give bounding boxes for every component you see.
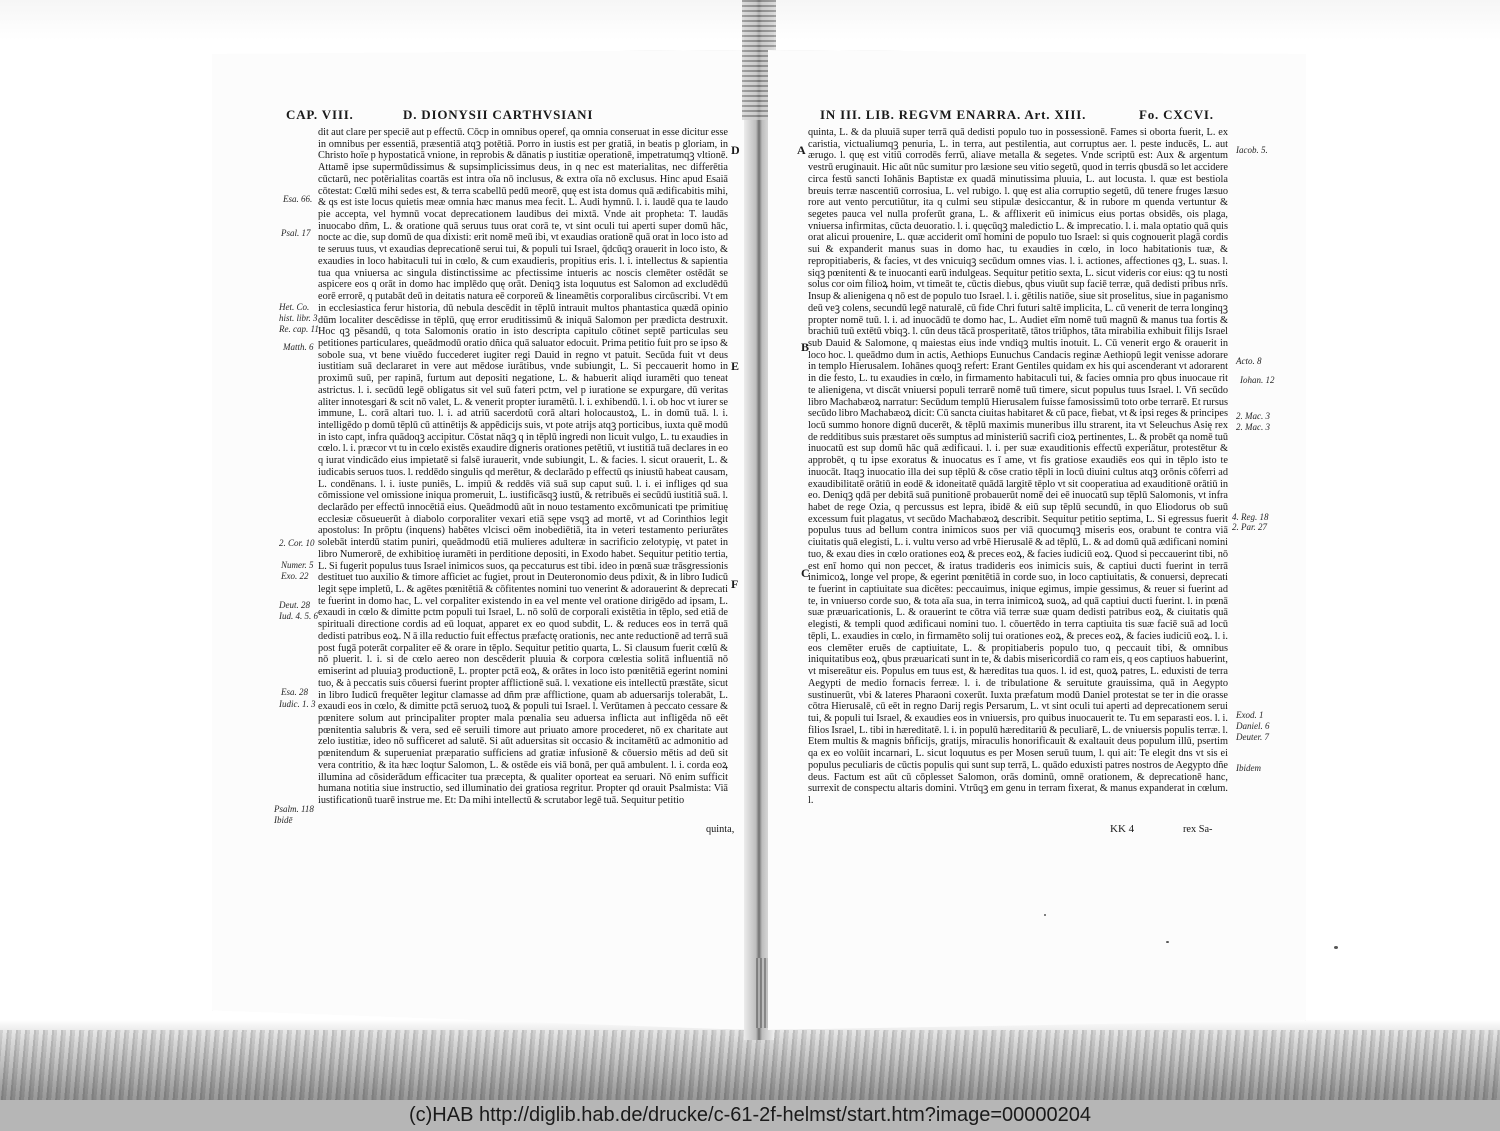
left-page-paragraph: dit aut clare per speciē aut p effectū. Cōcp in omnibus operef, qa omnia conseruat in esse dicitur esse in omnibus per essentiā, præsentiā atqꝫ potētiā. Porro in iustis est per gratiā, in beatis p gloriam, in Christo hoīe p hypostaticā vnione, in reprobis & dānatis p iustitiæ operationē, impetratumqꝫ vltionē. Attamē ipse supermūdissimus & supsimplicissimus deus, in q nec est materialitas, nec differētia cūctarū, nec potērialitas coartās est intra oīa nō inclusus, & extra oīa nō exclusus. Hinc apud Esaiā cōtestat: Cœlū mihi sedes est, & terra scabellū pedū meorē, quę est ista domus quā ædificabitis mihi, & qs est iste locus quietis meæ omnia hæc manus mea fecit. L. Audi hymnū. l. i. laudē qua te laudo pie accepta, vel hymnū vocat deprecationem laudibus dei mixtā. Vnde ait propheta: T. laudās inuocabo dñm, L. & oratione quā seruus tuus orat corā te, vt sint oculi tui aperti super domū hāc, nocte ac die, sup domū de qua dixisti: erit nomē meū ibi, vt exaudias orationē quā orat in loco isto ad te seruus tuus, vt exaudias deprecationē serui tui, & populi tui Israel, q̄dcūqꝫ orauerit in loco isto, & exaudies in loco habitaculi tui in cœlo, & cum exaudieris, propitius eris. l. i. intellectus & sapientia tua qua vniuersa ac singula distinctissime ac pfectissime intueris ac noscis clemēter ostēdāt se aspicere eos q orāt in domo hac implēdo quę orāt. Deniqꝫ ista loquutus est Salomon ad excludēdū eorē errorē, q putabāt deū in deitatis natura eē corporeū & lineamētis corporalibus circūscribi. Vt em in ecclesiastica ferur historia, dū nebula descēdit in tēplū intrauit multos phantastica quædā opinio dūm localiter descēdisse in tēplū, quę error eruditissimū & iniquā Salomon per prædicta destruxit. Hoc qꝫ pēsandū, q tota Salomonis oratio in isto descripta capitulo cōtinet septē particulas seu petitiones particulares, queādmodū oratio dñica quā saluator edocuit. Prima petitio fuit pro se ipso & sobole sua, vt bene viuēdo fuccederet iugiter regi Dauid in regno vt patuit. Secūda fuit vt deus iustitiam suā declararet in vere aut mēdose iurātibus, vnde subiungit, L. Si peccauerit homo in proximū suū, per rapinā, furtum aut depositi negatione, L. & habuerit aliqd iuramēti quo teneat astrictus. l. i. secūdū legē obligatus sit vel suū fateri pctm, vel p iuratione se expurgare, dū veritas aliter innotesgari & scit nō valet, L. & venerit propter iuramētū. l. i. exhibendū. l. i. ob hoc vt iurer se immune, L. corā altari tuo. l. i. ad atriū sacerdotū corā altari holocaustoꝝ, L. in domū tuā. l. i. intelligēdo p domū tēplū cū attinētijs & appēdicijs suis, vt pote atrijs atqꝫ porticibus, iuxta quē modū in isto capt, infra quādoqꝫ accipitur. Cōstat nāqꝫ q in tēplū ingredi non licuit vulgo, L. tu exaudies in cœlo. l. i. præcor vt tu in cœlo existēs exaudire digneris orationes petētiū, vt iustitiā tuā declares in eo q iurat vindicādo eius impietatē si falsē iurauerit, vnde subiungit, L. & facies. l. sicut orauerit, L. & iudicabis seruos tuos. l. reddēdo singulis qd merētur, & declarādo p effectū qs iniustū habeat causam, L. condēnans. l. i. iuste puniēs, L. impiū & reddēs viā suā sup caput suū. l. i. ei infliges qd sua cōmissione vel omissione iniqua promeruit, L. iustificāsqꝫ iustū, & retribuēs ei secūdū iustitiā suā. l. declarādo per effectū innocētiā eius. Queādmodū aūt in nouo testamento excōmunicati tpe primitiuę ecclesiæ cōsueuerūt à diabolo corporaliter vexari etiā sępe vsqꝫ ad mortē, vt ad Corinthios legit apostolus: In prōptu (inquens) habētes vlcisci oēm inobediētiā, ita in veteri testamento periurātes solebāt interdū statim puniri, queādmodū etiā mulieres adulteræ in sacrificio zelotypię, vt patet in libro Numerorē, de exhibitioę iuramēti in perditione depositi, in Exodo habet. Sequitur petitio tertia, L. Si fugerit populus tuus Israel inimicos suos, qa peccaturus est tibi. ideo in pœnā suæ trāsgressionis destituet tuo auxilio & timore afficiet ac fugiet, prout in Deuteronomio deus pdixit, & in libro Iudicū legit sępe impletū, L. & agētes pœnitētiā & cōfitentes nomini tuo venerint & adorauerint & deprecati te fuerint in domo hac, L. vel corpaliter existendo in ea vel mente vel oratione dirigēdo ad ipsam, L. exaudi in cœlo & dimitte pctm populi tui Israel, L. nō solū de corporali existētia in tēplo, sed etiā de spirituali directione cordis ad eū loquat, apparet ex eo quod subdit, L. & reduces eos in terrā quā dedisti patribus eoꝝ. N ā illa reductio fuit effectus præfactę orationis, nec ante reductionē ad terrā suā post fugā poterāt corpaliter eē & orare in tēplo. Sequitur petitio quarta, L. Si clausum fuerit cœlū & nō pluerit. l. i. si de cœlo aereo non descēderit pluuia & corpora cœlestia solitā influentiā nō emiserint ad pluuiaꝫ productionē, L. propter pctā eoꝝ, & orātes in loco isto pœnitētiā egerint nomini tuo, & à peccatis suis cōuersi fuerint propter afflictionē suā. l. vexatione eis intellectū præstāte, sicut in libro Iudicū frequēter legitur clamasse ad dñm præ afflictione, quam ab aduersarijs tolerabāt, L. exaudi eos in cœlo, & dimitte pctā seruoꝝ tuoꝝ & populi tui Israel. l. Verūtamen à peccato cessare & pœnitere solum aut principaliter propter mala pœnalia seu aduersa inflicta aut infligēda nō eēt pœnitentia salubris & vera, sed eē seruili timore aut priuato amore procederet, nō ex charitate aut zelo iustitiæ, ideo nō sufficeret ad salutē. Si aūt aduersitas sit occasio & incitamētū ac admonitio ad pœnitendum & superueniat præparatio sufficiens ad gratiæ infusionē & cōuersio mētis ad deū sit vera contritio, & ita hæc loqtur Salomon, L. & ostēde eis viā bonā, per quā ambulent. l. i. corda eoꝝ illumina ad cōsiderādum efficaciter tua præcepta, & qualiter oporteat ea seruari. Nō enim sufficit humana notitia siue instructio, sed illuminatio dei gratiosa regritur. Propter qd orauit Psalmista: Viā iustificationū tuarē instrue me. Et: Da mihi intellectū & scrutabor legē tuā. Sequitur petitio bbox=[318, 127, 728, 806]
copyright-url-bar bbox=[0, 1100, 1500, 1131]
left-section-letter: D bbox=[731, 143, 740, 157]
copyright-url-text: (c)HAB http://diglib.hab.de/drucke/c-61-2f-helmst/start.htm?image=00000204 bbox=[408, 1104, 1092, 1126]
right-section-letter: A bbox=[797, 143, 806, 157]
left-section-letter: E bbox=[731, 359, 740, 373]
right-page-title-header: IN III. LIB. REGVM ENARRA. Art. XIII. bbox=[820, 107, 1087, 122]
left-page-author-header: D. DIONYSII CARTHVSIANI bbox=[403, 107, 594, 122]
right-margin-note: Iacob. 5. bbox=[1236, 145, 1268, 155]
left-margin-note: Numer. 5 bbox=[281, 560, 314, 570]
left-margin-note: Iud. 4. 5. 6 bbox=[279, 611, 318, 621]
right-page-signature: KK 4 bbox=[1110, 823, 1135, 835]
left-margin-note: Het. Co. bbox=[279, 302, 310, 312]
left-margin-note: Re. cap. 11 bbox=[279, 324, 319, 334]
left-margin-note: Ibidē bbox=[274, 815, 293, 825]
left-margin-note: Psal. 17 bbox=[281, 228, 311, 238]
left-page-chapter-header: CAP. VIII. bbox=[286, 107, 354, 122]
right-margin-note: 2. Mac. 3 bbox=[1236, 422, 1270, 432]
right-margin-note: Iohan. 12 bbox=[1240, 375, 1275, 385]
left-margin-note: 2. Cor. 10 bbox=[279, 538, 315, 548]
right-page-body bbox=[808, 127, 1228, 824]
right-margin-note: 2. Par. 27 bbox=[1232, 522, 1268, 532]
scan-speck bbox=[1334, 946, 1338, 949]
scan-table-surface bbox=[0, 1030, 1500, 1100]
left-margin-note: Matth. 6 bbox=[283, 342, 314, 352]
right-page-catchword: rex Sa- bbox=[1183, 824, 1213, 835]
left-margin-note: Psalm. 118 bbox=[274, 804, 314, 814]
left-margin-note: Exo. 22 bbox=[281, 571, 309, 581]
left-margin-note: Iudic. 1. 3 bbox=[279, 699, 316, 709]
right-margin-note: Daniel. 6 bbox=[1236, 721, 1270, 731]
scan-speck bbox=[1044, 914, 1046, 916]
right-margin-note: 2. Mac. 3 bbox=[1236, 411, 1270, 421]
scan-speck bbox=[1166, 941, 1169, 943]
right-page-folio: Fo. CXCVI. bbox=[1139, 107, 1214, 122]
right-margin-note: 4. Reg. 18 bbox=[1232, 512, 1269, 522]
left-margin-note: Deut. 28 bbox=[279, 600, 310, 610]
left-page-body bbox=[318, 127, 728, 830]
left-margin-note: Esa. 66. bbox=[283, 194, 313, 204]
left-section-letter: F bbox=[731, 577, 739, 591]
right-section-letter: C bbox=[801, 566, 810, 580]
right-margin-note: Ibidem bbox=[1236, 763, 1261, 773]
left-margin-note: hist. libr. 3 bbox=[279, 313, 318, 323]
right-section-letter: B bbox=[801, 340, 810, 354]
right-margin-note: Deuter. 7 bbox=[1236, 732, 1269, 742]
right-margin-note: Exod. 1 bbox=[1236, 710, 1264, 720]
right-page-paragraph: quinta, L. & da pluuiā super terrā quā dedisti populo tuo in possessionē. Fames si oborta fuerit, L. ex caristia, victualiumqꝫ penuria, L. in terra, aut pestilentia, aut corruptus aer. l. peste inducēs, L. aut ærugo. l. quę est vitiū corrodēs ferrū, aliave metalla & segetes. Vnde scriptū est: Aux & argentum vestrū eruginauit. Hic aūt nūc sumitur pro læsione seu vitio segetū, quod in terris qbusdā so let accidere circa festū sancti Iohānis Baptistæ ex quadā minutissima pluuia, L. aut locusta. l. quæ est bestiola breuis terræ nascentiū corrosiua, L. vel rubigo. l. quę est alia corruptio segetū, dū tenere fruges læsuo rore aut vento percutiūtur, ita q culmi seu stipulæ desiccantur, & in rubore m quenda vertuntur & segetes pauca vel nulla proferūt grana, L. & afflixerit eū inimicus eius portas obsidēs, ois plaga, vniuersa infirmitas, cūcta deuoratio. l. i. quęcūqꝫ maledictio L. & imprecatio. l. i. mala optatio quā quis orat alicui prouenire, L. quæ acciderit omī homini de populo tuo Israel: si quis cognouerit plagā cordis sui & expanderit manus suas in domo hac, tu exaudies in cœlo, in loco habitationis tuæ, & repropitiaberis, & facies, vt des vnicuiqꝫ secūdum omnes vias. l. i. actiones, affectiones qꝫ, L. suas. l. siqꝫ pœnitenti & te inuocanti earū indulgeas. Sequitur petitio sexta, L. sicut videris cor eius: qꝫ tu nosti solus cor oim filioꝝ hoim, vt timeāt te, cūctis diebus, qbus viuūt sup faciē terræ, quā dedisti pribus nrīs. Insup & alienigena q nō est de populo tuo Israel. l. i. gētilis natiōe, siue sit proselitus, siue in paganismo deū veꝫ colens, secundū legē naturalē, cū fide Chri futuri saltē implicita, L. cū venerit de terra longinqꝫ propter nomē tuū. l. i. ad inuocādū te domo hac, L. Audiet eīm nomē tuū magnū & manus tua fortis & brachiū tuū extētū vbiqꝫ. l. cūn deus tācā prosperitatē, tātos triūphos, tāta mirabilia exhibuit filijs Israel sub Dauid & Salomone, q maiestas eius inde vndiqꝫ multis inotuit. L. Cū venerit ergo & orauerit in loco hoc. l. queādmo dum in actis, Aethiops Eunuchus Candacis reginæ Aethiopū legit venisse adorare in templo Hierusalem. Iohānes quoqꝫ refert: Erant Gentiles quidam ex his qui ascenderant vt adorarent in die festo, L. tu exaudies in cœlo, in firmamento habitaculi tui, & facies omnia pro qbus inuocaue rit te alienigena, vt discāt vniuersi populi terrarē nomē tuū timere, sicut populus tuus Israel. l. Vñ secūdo libro Machabæoꝝ narratur: Secūdum templū Hierusalem fuisse famosissimū toto orbe terrarē. Et rursus secūdo libro Machabæoꝝ dicit: Cū sancta ciuitas habitaret & cū pace, fiebat, vt & ipsi reges & principes locū summo honore dignū ducerēt, & tēplū maximis muneribus illu strarent, ita vt Seleuchus Asię rex de redditibus suis præstaret oēs sumptus ad ministeriū sacrifi cioꝝ pertinentes, L. & probēt qa nomē tuū inuocatū est sup domū hāc quā ædificaui. l. i. per suæ exauditionis effectū experiātur, protestētur & approbēt, q tu ipse exoratus & inuocatus es ī ame, vt fis gratiose exaudiēs eos qui in tēplo isto te inuocāt. Itaqꝫ inuocatio illa dei sup tēplū & cōse cratio tēpli in locū diuini cultus atqꝫ orōnis cōferri ad exaudibilitatē orātiū in eodē & idoneitatē quādā largitē tēplo vt sit cooperatiua ad exauditionē orātiū in eo. Deniqꝫ qdā per debitā suā punitionē probauerūt nomē dei eē inuocatū sup tēplū Salomonis, vt infra habet de rege Ozia, q percussus est lepra, ibidē & eiū sup tēplū secundū, in quo Eliodorus ob suū excessum fuit plagatus, vt secūdo Machabæoꝝ describit. Sequitur petitio septima, L. Si egressus fuerit populus tuus ad bellum contra inimicos suos per viā quocumqꝫ miseris eos, orabunt te contra viā ciuitatis quā elegisti, L. i. vultu verso ad vrbē Hierusalē & ad tēplū, L. & ad domū quā ædificani nomini tuo, & exau dies in cœlo orationes eoꝝ & preces eoꝝ, & facies iudiciū eoꝝ. Quod si peccauerint tibi, nō est enī homo qui non peccet, & iratus tradideris eos inimicis suis, & captiui ducti fuerint in terrā inimicoꝝ, longe vel prope, & egerint pœnitētiā in corde suo, in loco captiuitatis, & conuersi, deprecati te fuerint in captiuitate sua dicētes: peccauimus, inique egimus, impie gessimus, & reuer si fuerint ad te, in vniuerso corde suo, & tota aīa sua, in terra inimicoꝝ suoꝝ, ad quā captiui ducti fuerint. l. in pœnā suæ præuaricationis, L. & orauerint te cōtra viā terræ suæ quam dedisti patribus eoꝝ, & ciuitatis quā elegisti, & templi quod ædificaui nomini tuo. l. cōuertēdo in terra captiuita tis suæ faciē suā ad locū tēpli, L. exaudies in cœlo, in firmamēto solij tui orationes eoꝝ, & preces eoꝝ, & facies iudiciū eoꝝ. l. i. eos clemēter eruēs de captiuitate, L. & propitiaberis populo tuo, q peccauit tibi, & omnibus iniquitatibus eoꝝ, qbus præuaricati sunt in te, & dabis misericordiā co ram eis, q eos captiuos habuerint, vt misereātur eis. Populus em tuus est, & hæreditas tua quos. l. id est, quoꝝ patres, L. eduxisti de terra Aegypti de medio fornacis ferreæ. l. i. de tribulatione & seruitute grauissima, quā in Aegypto sustinuerūt, vbi & lateres Pharaoni coxerūt. Iuxta præfatum modū Daniel protestat se ter in die orasse cōtra Hierusalē, cū eēt in regno Darij regis Persarum, L. vt sint oculi tui aperti ad deprecationem serui tui, & populi tui Israel, & exaudies eos in vniuersis, pro quibus inuocauerit te. Tu em separasti eos. l. i. filios Israel, L. tibi in hæreditatē. l. i. in populū hæreditariū & peculiarē, L. de vniuersis populis terræ. l. Etem multis & magnis bñficijs, gratijs, miraculis honorificauit & exaltauit deus populum illū, psertim qa ex eo volūit incarnari, L. sicut loquutus es per Mosen seruū tuum, l. qui ait: Te elegit dns vt sis ei populus peculiaris de cūctis populis qui sunt sup terrā, L. quādo eduxisti patres nostros de Aegypto dñe deus. Factum est aūt cū cōplesset Salomon, orās dominū, omnē orationem, & deprecationē hanc, surrexit de conspectu altaris domini. Vtrūqꝫ em genu in terram fixerat, & manus expanderat in cœlum. l. bbox=[808, 127, 1228, 806]
left-page-catchword: quinta, bbox=[706, 824, 735, 835]
right-margin-note: Acto. 8 bbox=[1236, 356, 1262, 366]
left-margin-note: Esa. 28 bbox=[281, 687, 308, 697]
